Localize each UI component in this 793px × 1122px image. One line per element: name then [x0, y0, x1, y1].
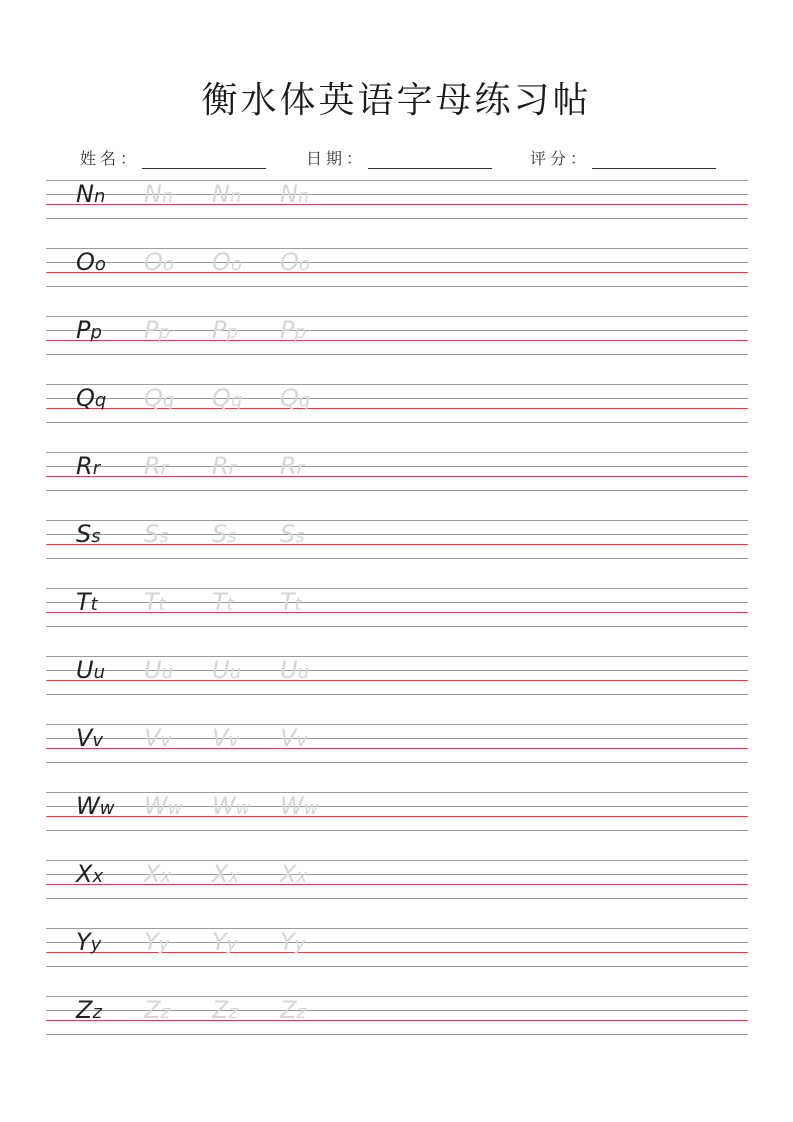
uppercase-letter: T — [144, 588, 159, 616]
uppercase-letter: V — [280, 724, 297, 752]
lowercase-letter: o — [94, 254, 106, 275]
trace-letters — [212, 658, 241, 692]
trace-letters — [144, 862, 171, 896]
uppercase-letter: W — [212, 792, 236, 820]
trace-letters — [144, 386, 174, 420]
uppercase-letter: W — [280, 792, 304, 820]
trace-letters — [212, 590, 234, 624]
lowercase-letter: r — [92, 458, 101, 479]
score-blank-line[interactable] — [592, 150, 716, 169]
trace-letters — [280, 590, 302, 624]
trace-letters — [144, 794, 182, 828]
lowercase-letter: n — [161, 186, 174, 207]
lowercase-letter: o — [298, 254, 310, 275]
lowercase-letter: v — [92, 730, 104, 751]
uppercase-letter: Y — [280, 928, 295, 956]
uppercase-letter: Z — [280, 996, 297, 1024]
trace-letters — [280, 930, 305, 964]
uppercase-letter: Q — [212, 384, 231, 412]
guide-line-bottom — [46, 898, 748, 899]
uppercase-letter: V — [212, 724, 229, 752]
lowercase-letter: q — [298, 390, 311, 411]
trace-letters — [280, 998, 306, 1032]
practice-row — [46, 724, 748, 762]
guide-line-bottom — [46, 218, 748, 219]
trace-letters — [212, 522, 237, 556]
page-title: 衡水体英语字母练习帖 — [201, 80, 592, 121]
uppercase-letter: N — [212, 180, 230, 208]
trace-letters — [212, 318, 238, 352]
uppercase-letter: Y — [76, 928, 91, 956]
trace-letters — [280, 318, 306, 352]
uppercase-letter: P — [144, 316, 159, 344]
uppercase-letter: N — [280, 180, 298, 208]
trace-letters — [144, 930, 169, 964]
trace-letters — [144, 318, 170, 352]
practice-row — [46, 928, 748, 966]
trace-letters — [280, 522, 305, 556]
guide-line-bottom — [46, 422, 748, 423]
lowercase-letter: y — [158, 934, 170, 955]
uppercase-letter: Z — [212, 996, 229, 1024]
lowercase-letter: s — [227, 526, 237, 547]
trace-letters — [212, 726, 239, 760]
lowercase-letter: t — [226, 594, 234, 615]
lowercase-letter: z — [296, 1002, 306, 1023]
practice-row — [46, 452, 748, 490]
trace-letters — [280, 250, 310, 284]
lowercase-letter: p — [158, 322, 170, 343]
lowercase-letter: z — [92, 1002, 102, 1023]
lowercase-letter: u — [297, 662, 309, 683]
trace-letters — [144, 998, 170, 1032]
lowercase-letter: w — [99, 798, 115, 819]
practice-row — [46, 792, 748, 830]
trace-letters — [280, 386, 310, 420]
guide-line-bottom — [46, 966, 748, 967]
lowercase-letter: t — [294, 594, 302, 615]
trace-letters — [144, 726, 171, 760]
uppercase-letter: Y — [212, 928, 227, 956]
lowercase-letter: y — [294, 934, 306, 955]
practice-row — [46, 656, 748, 694]
lowercase-letter: v — [160, 730, 172, 751]
lowercase-letter: n — [93, 186, 106, 207]
lowercase-letter: r — [228, 458, 237, 479]
model-letters — [76, 182, 105, 216]
score-field[interactable] — [530, 146, 716, 169]
uppercase-letter: T — [76, 588, 91, 616]
uppercase-letter: O — [76, 248, 95, 276]
lowercase-letter: u — [229, 662, 241, 683]
trace-letters — [280, 862, 307, 896]
lowercase-letter: z — [160, 1002, 170, 1023]
lowercase-letter: p — [90, 322, 102, 343]
uppercase-letter: R — [76, 452, 93, 480]
lowercase-letter: o — [162, 254, 174, 275]
name-field[interactable] — [80, 146, 266, 169]
model-letters — [76, 726, 103, 760]
lowercase-letter: q — [94, 390, 107, 411]
guide-line-bottom — [46, 694, 748, 695]
score-label: 评分： — [530, 149, 591, 168]
date-field[interactable] — [306, 146, 492, 169]
lowercase-letter: u — [161, 662, 173, 683]
date-blank-line[interactable] — [368, 150, 492, 169]
uppercase-letter: U — [212, 656, 230, 684]
trace-letters — [212, 386, 242, 420]
lowercase-letter: u — [93, 662, 105, 683]
guide-line-bottom — [46, 762, 748, 763]
uppercase-letter: Q — [144, 384, 163, 412]
trace-letters — [212, 794, 250, 828]
lowercase-letter: z — [228, 1002, 238, 1023]
model-letters — [76, 658, 105, 692]
uppercase-letter: P — [280, 316, 295, 344]
lowercase-letter: p — [294, 322, 306, 343]
model-letters — [76, 998, 102, 1032]
lowercase-letter: s — [91, 526, 101, 547]
uppercase-letter: W — [76, 792, 100, 820]
uppercase-letter: O — [280, 248, 299, 276]
uppercase-letter: X — [144, 860, 161, 888]
trace-letters — [280, 658, 309, 692]
trace-letters — [144, 250, 174, 284]
uppercase-letter: T — [280, 588, 295, 616]
practice-row — [46, 996, 748, 1034]
practice-row — [46, 520, 748, 558]
lowercase-letter: y — [226, 934, 238, 955]
trace-letters — [280, 182, 309, 216]
practice-row — [46, 180, 748, 218]
lowercase-letter: p — [226, 322, 238, 343]
uppercase-letter: S — [76, 520, 92, 548]
lowercase-letter: w — [303, 798, 319, 819]
uppercase-letter: T — [212, 588, 227, 616]
header-fields — [80, 146, 730, 172]
lowercase-letter: q — [230, 390, 243, 411]
trace-letters — [144, 658, 173, 692]
model-letters — [76, 522, 101, 556]
model-letters — [76, 794, 114, 828]
uppercase-letter: R — [280, 452, 297, 480]
lowercase-letter: q — [162, 390, 175, 411]
lowercase-letter: n — [297, 186, 310, 207]
uppercase-letter: P — [76, 316, 91, 344]
uppercase-letter: N — [144, 180, 162, 208]
uppercase-letter: W — [144, 792, 168, 820]
uppercase-letter: V — [76, 724, 93, 752]
model-letters — [76, 454, 100, 488]
guide-line-bottom — [46, 490, 748, 491]
guide-line-bottom — [46, 626, 748, 627]
uppercase-letter: Z — [144, 996, 161, 1024]
trace-letters — [212, 998, 238, 1032]
uppercase-letter: P — [212, 316, 227, 344]
guide-line-bottom — [46, 1034, 748, 1035]
lowercase-letter: n — [229, 186, 242, 207]
guide-line-bottom — [46, 286, 748, 287]
lowercase-letter: v — [228, 730, 240, 751]
guide-line-bottom — [46, 558, 748, 559]
uppercase-letter: X — [212, 860, 229, 888]
lowercase-letter: w — [235, 798, 251, 819]
practice-row — [46, 248, 748, 286]
model-letters — [76, 930, 101, 964]
trace-letters — [212, 182, 241, 216]
uppercase-letter: Z — [76, 996, 93, 1024]
uppercase-letter: S — [212, 520, 228, 548]
lowercase-letter: v — [296, 730, 308, 751]
practice-row — [46, 588, 748, 626]
lowercase-letter: x — [160, 866, 172, 887]
model-letters — [76, 590, 98, 624]
uppercase-letter: V — [144, 724, 161, 752]
lowercase-letter: w — [167, 798, 183, 819]
trace-letters — [280, 794, 318, 828]
model-letters — [76, 318, 102, 352]
name-label: 姓名： — [80, 149, 141, 168]
guide-line-bottom — [46, 354, 748, 355]
uppercase-letter: Q — [76, 384, 95, 412]
model-letters — [76, 386, 106, 420]
lowercase-letter: r — [160, 458, 169, 479]
practice-row — [46, 316, 748, 354]
date-label: 日期： — [306, 149, 367, 168]
practice-row — [46, 384, 748, 422]
uppercase-letter: R — [212, 452, 229, 480]
uppercase-letter: Q — [280, 384, 299, 412]
trace-letters — [212, 862, 239, 896]
trace-letters — [144, 522, 169, 556]
lowercase-letter: o — [230, 254, 242, 275]
uppercase-letter: R — [144, 452, 161, 480]
lowercase-letter: s — [159, 526, 169, 547]
uppercase-letter: O — [144, 248, 163, 276]
uppercase-letter: O — [212, 248, 231, 276]
lowercase-letter: t — [158, 594, 166, 615]
uppercase-letter: U — [144, 656, 162, 684]
trace-letters — [212, 250, 242, 284]
practice-row — [46, 860, 748, 898]
trace-letters — [144, 454, 168, 488]
trace-letters — [144, 590, 166, 624]
lowercase-letter: x — [228, 866, 240, 887]
lowercase-letter: y — [90, 934, 102, 955]
uppercase-letter: U — [76, 656, 94, 684]
uppercase-letter: S — [280, 520, 296, 548]
uppercase-letter: X — [76, 860, 93, 888]
uppercase-letter: N — [76, 180, 94, 208]
model-letters — [76, 862, 103, 896]
uppercase-letter: X — [280, 860, 297, 888]
model-letters — [76, 250, 106, 284]
trace-letters — [212, 930, 237, 964]
trace-letters — [280, 726, 307, 760]
guide-line-bottom — [46, 830, 748, 831]
uppercase-letter: Y — [144, 928, 159, 956]
trace-letters — [144, 182, 173, 216]
trace-letters — [280, 454, 304, 488]
uppercase-letter: S — [144, 520, 160, 548]
lowercase-letter: x — [296, 866, 308, 887]
lowercase-letter: r — [296, 458, 305, 479]
trace-letters — [212, 454, 236, 488]
name-blank-line[interactable] — [142, 150, 266, 169]
uppercase-letter: U — [280, 656, 298, 684]
lowercase-letter: t — [90, 594, 98, 615]
lowercase-letter: s — [295, 526, 305, 547]
lowercase-letter: x — [92, 866, 104, 887]
